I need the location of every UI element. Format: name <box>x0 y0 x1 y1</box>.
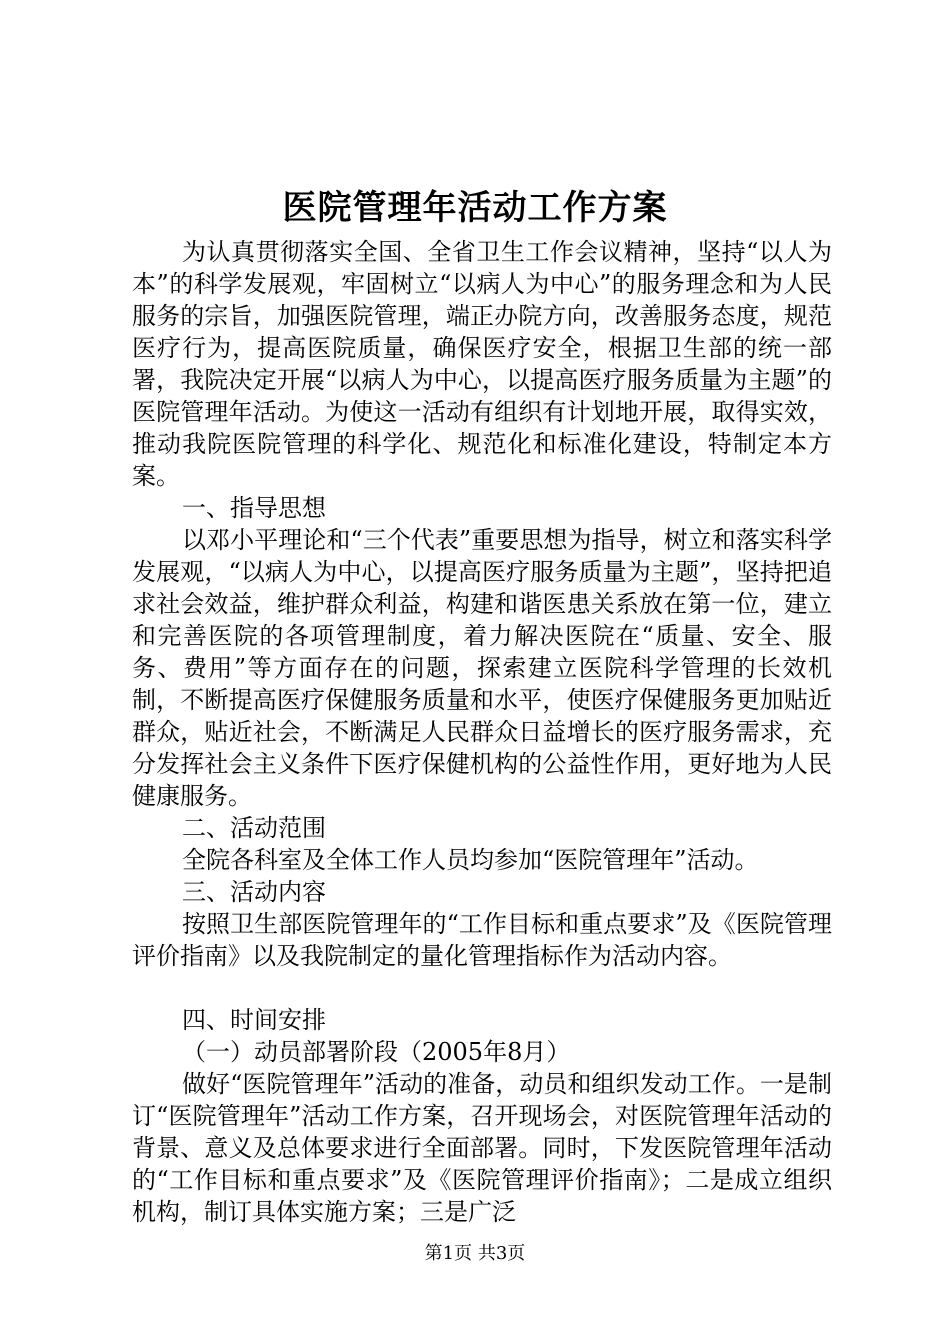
activity-content-paragraph: 按照卫生部医院管理年的“工作目标和重点要求”及《医院管理评价指南》以及我院制定的量化管理指标作为活动内容。 <box>132 910 832 970</box>
guiding-ideology-paragraph: 以邓小平理论和“三个代表”重要思想为指导，树立和落实科学发展观，“以病人为中心，以提高医疗服务质量为主题”，坚持把追求社会效益，维护群众利益，构建和谐医患关系放在第一位，建立和完善医院的各项管理制度，着力解决医院在“质量、安全、服务、费用”等方面存在的问题，探索建立医院科学管理的长效机制，不断提高医疗保健服务质量和水平，使医疗保健服务更加贴近群众，贴近社会，不断满足人民群众日益增长的医疗服务需求，充分发挥社会主义条件下医疗保健机构的公益性作用，更好地为人民健康服务。 <box>132 526 832 810</box>
section-heading-activity-scope: 二、活动范围 <box>182 814 326 842</box>
page-number-footer: 第1页 共3页 <box>424 1243 526 1264</box>
section-heading-activity-content: 三、活动内容 <box>182 878 326 906</box>
subsection-heading-mobilization: （一）动员部署阶段（2005年8月） <box>182 1038 571 1066</box>
activity-scope-paragraph: 全院各科室及全体工作人员均参加“医院管理年”活动。 <box>182 846 759 874</box>
section-heading-guiding-ideology: 一、指导思想 <box>182 494 326 522</box>
section-heading-schedule: 四、时间安排 <box>182 1006 326 1034</box>
document-body <box>132 236 832 1228</box>
intro-paragraph: 为认真贯彻落实全国、全省卫生工作会议精神，坚持“以人为本”的科学发展观，牢固树立“以病人为中心”的服务理念和为人民服务的宗旨，加强医院管理，端正办院方向，改善服务态度，规范医疗行为，提高医院质量，确保医疗安全，根据卫生部的统一部署，我院决定开展“以病人为中心，以提高医疗服务质量为主题”的医院管理年活动。为使这一活动有组织有计划地开展，取得实效，推动我院医院管理的科学化、规范化和标准化建设，特制定本方案。 <box>132 238 832 490</box>
document-title: 医院管理年活动工作方案 <box>282 188 668 228</box>
mobilization-paragraph: 做好“医院管理年”活动的准备，动员和组织发动工作。一是制订“医院管理年”活动工作方案，召开现场会，对医院管理年活动的背景、意义及总体要求进行全面部署。同时，下发医院管理年活动的“工作目标和重点要求”及《医院管理评价指南》；二是成立组织机构，制订具体实施方案；三是广泛 <box>132 1070 832 1226</box>
